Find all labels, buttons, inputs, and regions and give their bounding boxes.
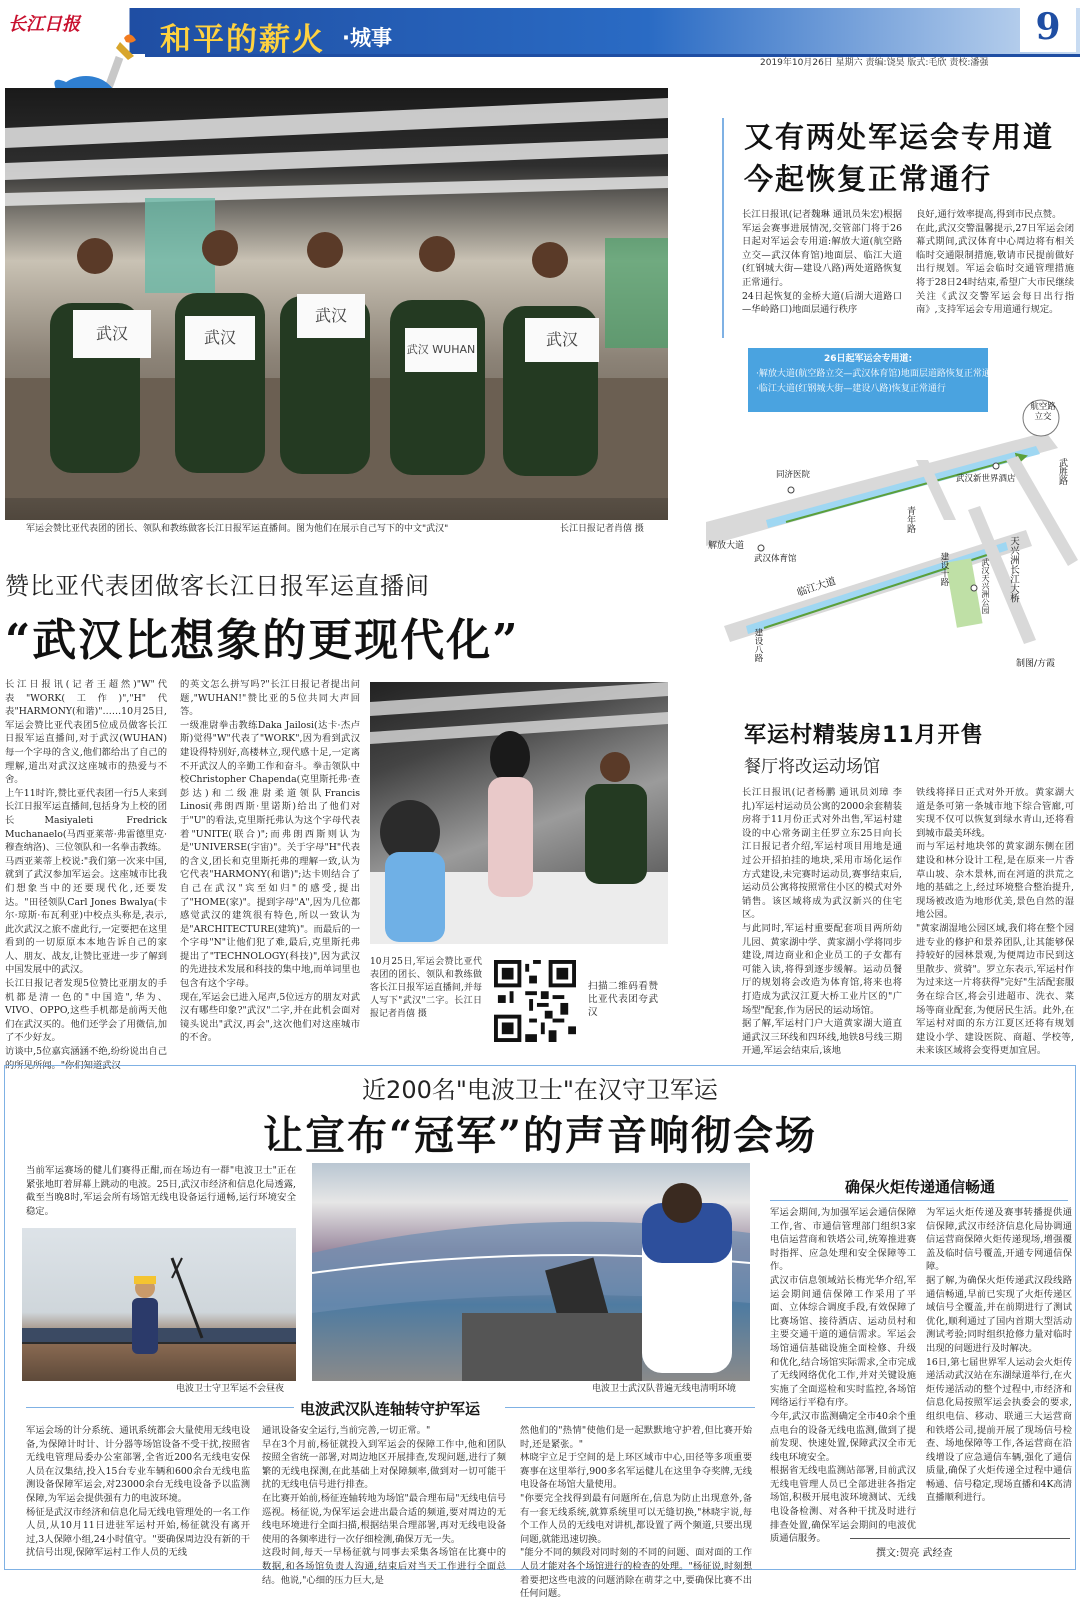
photo-left-caption: 电波卫士守卫军运不会昼夜 <box>176 1384 285 1394</box>
bottom-intro: 当前军运赛场的健儿们赛得正酣,而在场边有一群"电波卫士"正在紧张地盯着屏幕上跳动的电波。25日,武汉市经济和信息化局透露,截至当晚8时,军运会所有场馆无线电设备运行通畅,运行环境安全稳定。 <box>26 1165 296 1217</box>
bottom-subhead-rule-right <box>505 1407 755 1408</box>
bottom-col1: 军运会场的计分系统、通讯系统都会大量使用无线电设备,为保障计时计、计分器等场馆设备不受干扰,按照省无线电管理局委办公室部署,全省近200名无线电安保人员在汉集结,投入15台专业车辆和600余台无线电监测设备保障军运会,对23000余台无线电设备予以监测保障,为军运会提供强有力的电波环境。 杨征是武汉市经济和信息化局无线电管理处的一名工作人员,从10月11日进驻军运村开始,杨征就没有离开过,3人保障小组,24小时值守。"要确保周边没有新的干扰信号出现,保障军运村工作人员的无线 <box>26 1425 250 1559</box>
route-map <box>706 340 1078 672</box>
article1-kicker: 赞比亚代表团做客长江日报军运直播间 <box>5 572 430 600</box>
sidebar-col2: 为军运火炬传递及赛事转播提供通信保障,武汉市经济信息化局协调通信运营商保障火炬传递现场,增强覆盖及临时信号覆盖,开通专网通信保障。 据了解,为确保火炬传递武汉段线路通信畅通,早前已实现了火炬传递区域信号全覆盖,并在前期进行了测试优化,顺利通过了国内首期大型活动测试考验;同时组织抢修力量对临时出现的问题进行及时解决。 16日,第七届世界军人运动会火炬传递活动武汉站在东湖绿道举行,在火炬传递活动的整个过程中,市经济和信息化局按照军运会执委会的要求,组织电信、移动、联通三大运营商和铁塔公司,提前开展了现场信号检查、场地保障等工作,各运营商在沿线增设了应急通信车辆,强化了通信质量,确保了火炬传递全过程中通信畅通、信号稳定,现场直播和4K高清直播顺利进行。 <box>926 1207 1072 1504</box>
map-label-linjiang: 临江大道 <box>795 575 838 599</box>
map-credit: 制图/方霞 <box>1016 659 1056 669</box>
sign-5: 武汉 <box>525 318 599 362</box>
sign-4: 武汉 WUHAN <box>405 328 477 372</box>
photo-mid <box>312 1163 750 1381</box>
studio-scene <box>370 682 668 944</box>
article2-col2: 良好,通行效率提高,得到市民点赞。 在此,武汉交警温馨提示,27日军运会闭幕式期间,武汉体育中心周边将有相关临时交通限制措施,敬请市民提前做好出行规划。军运会临时交通管理措施将于28日24时结束,希望广大市民继续关注《武汉交警军运会每日出行指南》,支持军运会专用道通行规定。 <box>916 209 1074 316</box>
top-photo-credit: 长江日报记者肖僖 摄 <box>560 524 644 534</box>
article1-headline: “武汉比想象的更现代化” <box>5 615 520 666</box>
sidebar-col1: 军运会期间,为加强军运会通信保障工作,省、市通信管理部门组织3家电信运营商和铁塔公司,统筹推进赛时指挥、应急处理和安全保障等工作。 武汉市信息领域站长梅光华介绍,军运会期间通信保障工作采用了平面、立体综合调度手段,有效保障了比赛场馆、接待酒店、运动员村和主要交通干道的通信需求。军运会场馆通信基础设施全面检修、升级和优化,结合场馆实际需求,全市完成了无线网络优化工作,并对关键设施实施了全面巡检和实时监控,各场馆网络运行平稳有序。 今年,武汉市监测确定全市40余个重点电台的设备无线电监测,做到了提前发现、快速处置,保障武汉全市无线电环境安全。 根据省无线电监测站部署,目前武汉无线电管理人员已全部进驻各指定场馆,积极开展电波环境测试、无线电设备检测、对各种干扰及时进行排查处置,确保军运会期间的电波优质通信服务。 <box>770 1207 916 1545</box>
map-banner-title: 26日起军运会专用道: <box>823 354 913 364</box>
bottom-kicker: 近200名"电波卫士"在汉守卫军运 <box>362 1076 718 1104</box>
map-banner-item-1: ·解放大道(航空路立交—武汉体育馆)地面层道路恢复正常通行 <box>756 369 1000 379</box>
section-subtitle: ·城事 <box>342 26 392 50</box>
map-roads <box>706 340 1078 672</box>
bottom-byline-rule <box>850 1538 1070 1539</box>
article3-subhead: 餐厅将改运动场馆 <box>744 757 880 777</box>
map-label-park: 武汉天兴洲公园 <box>981 558 990 614</box>
sign-1: 武汉 <box>73 310 151 358</box>
bottom-headline: 让宣布“冠军”的声音响彻会场 <box>262 1112 817 1159</box>
right-column-rule <box>722 118 724 338</box>
section-title: 和平的薪火 <box>160 22 325 58</box>
top-photo <box>5 88 668 520</box>
studio-photo-caption: 10月25日,军运会赞比亚代表团的团长、领队和教练做客长江日报军运直播间,并每人写下"武汉"二字。长江日报记者肖僖 摄 <box>370 957 482 1019</box>
map-label-jianshe10: 建设十路 <box>939 552 949 586</box>
newspaper-logo: 长江日报 <box>8 14 80 35</box>
qr-caption: 扫描二维码看赞比亚代表团夸武汉 <box>588 981 658 1018</box>
map-banner-item-2: ·临江大道(红钢城大街—建设八路)恢复正常通行 <box>756 384 946 394</box>
article3-col2: 铁线将择日正式对外开放。黄家湖大道是条可第一条城市地下综合管廊,可实现不仅可以恢复到绿水青山,还将看到城市最美环线。 而与军运村地块邻的黄家湖东侧在团建设和林分设计工程,是在原来一片香草山坡、杂木景林,而在河道的洪荒之地的基础之上,经过环境整合整治提升,现场被改造为地形优美,景色自然的湿地公园。 "黄家湖湿地公园区域,我们将在整个园进专业的修护和景养团队,让其能够保持较好的园林景观,为便周边市民到这里散步、赏骑"。罗立东表示,军运村作为过来这一片将获得"完好"生活配套服务在综合区,将会引进超市、洗衣、菜场等商业配套,为便居民生活。此外,在军运村对面的东方江夏区还将有规划建设小学、建设医院、商超、学校等,未来该区域将会变得更加宜居。 <box>916 787 1074 1057</box>
article3-headline: 军运村精装房11月开售 <box>744 723 984 748</box>
sign-3: 武汉 <box>297 294 365 338</box>
map-label-jianshe8: 建设八路 <box>753 628 763 662</box>
article1-col2: 的英文怎么拼写吗?"长江日报记者提出问题,"WUHAN!"赞比亚的5位共同大声回答。 一级准尉拳击教练Daka Jailosi(达卡·杰卢斯)觉得"W"代表了"WORK",因为看到武汉建设得特别好,高楼林立,现代感十足,一定离不开武汉人的辛勤工作和奋斗。拳击领队中校Christopher Chapenda(克里斯托弗·查彭达)和二级准尉柔道领队Francis Linosi(弗朗西斯·里诺斯)给出了他们对于"U"的看法,克里斯托弗认为这个字母代表着"UNITE(联合)";而弗朗西斯则认为是"UNIVERSE(宇宙)"。关于字母"H"代表的含义,团长和克里斯托弗的理解一致,认为它代表"HARMONY(和谐)";达卡则结合了自己在武汉"宾至如归"的感受,提出了"HOME(家)"。提到字母"A",因为几位都感觉武汉的建筑很有特色,所以一致认为是"ARCHITECTURE(建筑)"。而最后的一个字母"N"让他们犯了难,最后,克里斯托弗提出了"TECHNOLOGY(科技)",因为武汉的先进技术发展和科技的集中地,而单词里也包含有这个字母。 现在,军运会已进入尾声,5位远方的朋友对武汉有哪些印象?"武汉"二字,并在此机会面对镜头说出"武汉,再会",这次他们对这座城市的不舍。 <box>180 679 361 1044</box>
map-label-qingnian: 青年路 <box>905 506 915 533</box>
map-label-tiyuguan: 武汉体育馆 <box>754 554 797 564</box>
photo-mid-scene <box>312 1163 750 1381</box>
article2-headline-2: 今起恢复正常通行 <box>744 162 993 196</box>
photo-mid-caption: 电波卫士武汉队普遍无线电清明环境 <box>592 1384 737 1394</box>
sidebar-title: 确保火炬传递通信畅通 <box>844 1178 995 1196</box>
photo-left-scene <box>22 1228 296 1381</box>
bottom-col2: 通讯设备安全运行,当前完善,一切正常。" 早在3个月前,杨征就投入到军运会的保障工作中,他和团队按照全省统一部署,对周边地区开展排查,发现问题,进行了频繁的无线电探测,在此基础上对保障频率,做到对一切可能干扰的无线电信号进行排查。 在比赛开始前,杨征连轴转地为场馆"最合理布局"无线电信号巡视。杨征说,为保军运会进出最合适的频道,要对周边的无线电环境进行全面扫描,根据结果合理部署,再对无线电设备使用的各频率进行一次仔细检测,确保万无一失。 这段时间,每天一早杨征就与同事去采集各场馆在比赛中的数据,和各场馆负责人沟通,结束后对当天工作进行全面总结。他说,"心细的压力巨大,是 <box>262 1425 506 1586</box>
issue-meta: 2019年10月26日 星期六 责编:饶昊 版式:毛欣 责校:潘强 <box>760 58 989 68</box>
photo-left <box>22 1228 296 1381</box>
sidebar-title-rule <box>770 1200 1068 1201</box>
article2-headline-1: 又有两处军运会专用道 <box>744 120 1055 154</box>
bottom-byline: 撰文:贺亮 武经查 <box>876 1548 953 1559</box>
studio-photo <box>370 682 668 944</box>
qr-code-icon[interactable] <box>493 960 577 1042</box>
top-photo-caption: 军运会赞比亚代表团的团长、领队和教练做客长江日报军运直播间。图为他们在展示自己写下的中文"武汉" <box>26 524 449 534</box>
map-label-tianxing: 天兴洲长江大桥 <box>1008 536 1019 603</box>
article2-col1: 长江日报讯(记者魏琳 通讯员朱宏)根据军运会赛事进展情况,交管部门将于26日起对军运会专用道:解放大道(航空路立交—武汉体育馆)地面层、临江大道(红钢城大街—建设八路)两处道路恢复正常通行。 24日起恢复的金桥大道(后湖大道路口—华岭路口)地面层通行秩序 <box>742 209 902 316</box>
map-label-wusheng: 武胜路 <box>1057 458 1067 485</box>
map-label-tongji: 同济医院 <box>776 470 811 480</box>
bottom-subhead-rule <box>26 1407 294 1408</box>
article3-col1: 长江日报讯(记者杨鹏 通讯员刘璋 李扎)军运村运动员公寓的2000余套精装房将于11月份正式对外出售,军运村建设的中心常务副主任罗立东25日向长江日报记者介绍,军运村项目用地是通过公开招拍挂的地块,采用市场化运作方式建设,未完赛时运动员,赛事结束后,运动员公寓将按照常住小区的模式对外销售。该区域将成为武汉新兴的住宅区。 与此同时,军运村重要配套项目两所幼儿园、黄家湖中学、黄家湖小学将同步建设,周边商业和企业员工的子女都有可能入读,将得到逐步缓解。运动员餐厅的规划将会改造为体育馆,将来也将打造成为武汉江夏大桥工业片区的"广场型"配套,作为居民的运动场馆。 据了解,军运村门户大道黄家湖大道直通武汉三环线和四环线,地铁8号线三期开通,军运会结束后,该地 <box>742 787 902 1057</box>
bottom-col3: 然他们的"热情"使他们是一起默默地守护着,但比赛开始时,还是紧张。" 林晓宇立足于空间的是上环区域市中心,田径等多项重要赛事在这里举行,900多名军运健儿在这里争夺奖牌,无线电设备在场馆大量使用。 "你要完全找得到最有问题所在,信息为防止出现意外,备有一套无线系统,就算系统里可以无缝切换,"林晓宇说,每个工作人员的无线电对讲机,都设置了两个频道,只要出现问题,就能迅速切换。 "能分不同的频段对同时刻的不同的问题、面对面的工作人员才能对各个场馆进行的检查的处理。"杨征说,时刻想着要把这些电波的问题消除在萌芽之中,要确保比赛不出任何问题。 <box>520 1425 752 1600</box>
map-label-hangkong: 航空路立交 <box>1030 402 1056 422</box>
article1-col1: 长江日报讯(记者王超然)"W"代表"WORK(工作)","H"代表"HARMONY(和谐)"……10月25日,军运会赞比亚代表团5位成员做客长江日报军运直播间,对于武汉(WUHAN)每一个字母的含义,他们都给出了自己的理解,道出对武汉这座城市的热爱与不舍。 上午11时许,赞比亚代表团一行5人来到长江日报军运直播间,包括身为上校的团长Masiyaleti Fredrick Muchanaelo(马西亚莱蒂·弗雷德里克·穆查纳洛)、三位领队和一名拳击教练。 马西亚莱蒂上校说:"我们第一次来中国,就到了武汉参加军运会。这座城市比我们想象当中的还要现代化,还要发达。"田径领队Carl Jones Bwalya(卡尔·琼斯·布瓦利亚)中校点头称是,表示,此次武汉之旅不虚此行,一定要把在这里看到的一切原原本本地告诉自己的家人、朋友、战友,让赞比亚进一步了解到中国发展中的武汉。 长江日报记者发现5位赞比亚朋友的手机都是清一色的"中国造",华为、VIVO、OPPO,这些手机都是前两天他们在武汉买的。他们还学会了用微信,加了不少好友。 访谈中,5位嘉宾涵涵不绝,纷纷说出自己的所见所闻。"你们知道武汉 <box>5 679 167 1071</box>
page-number: 9 <box>1020 6 1076 52</box>
bottom-subhead: 电波武汉队连轴转守护军运 <box>300 1400 481 1418</box>
sign-2: 武汉 <box>185 316 255 360</box>
map-label-jiefang: 解放大道 <box>708 541 745 551</box>
map-label-xingshijie: 武汉新世界酒店 <box>956 474 1016 484</box>
